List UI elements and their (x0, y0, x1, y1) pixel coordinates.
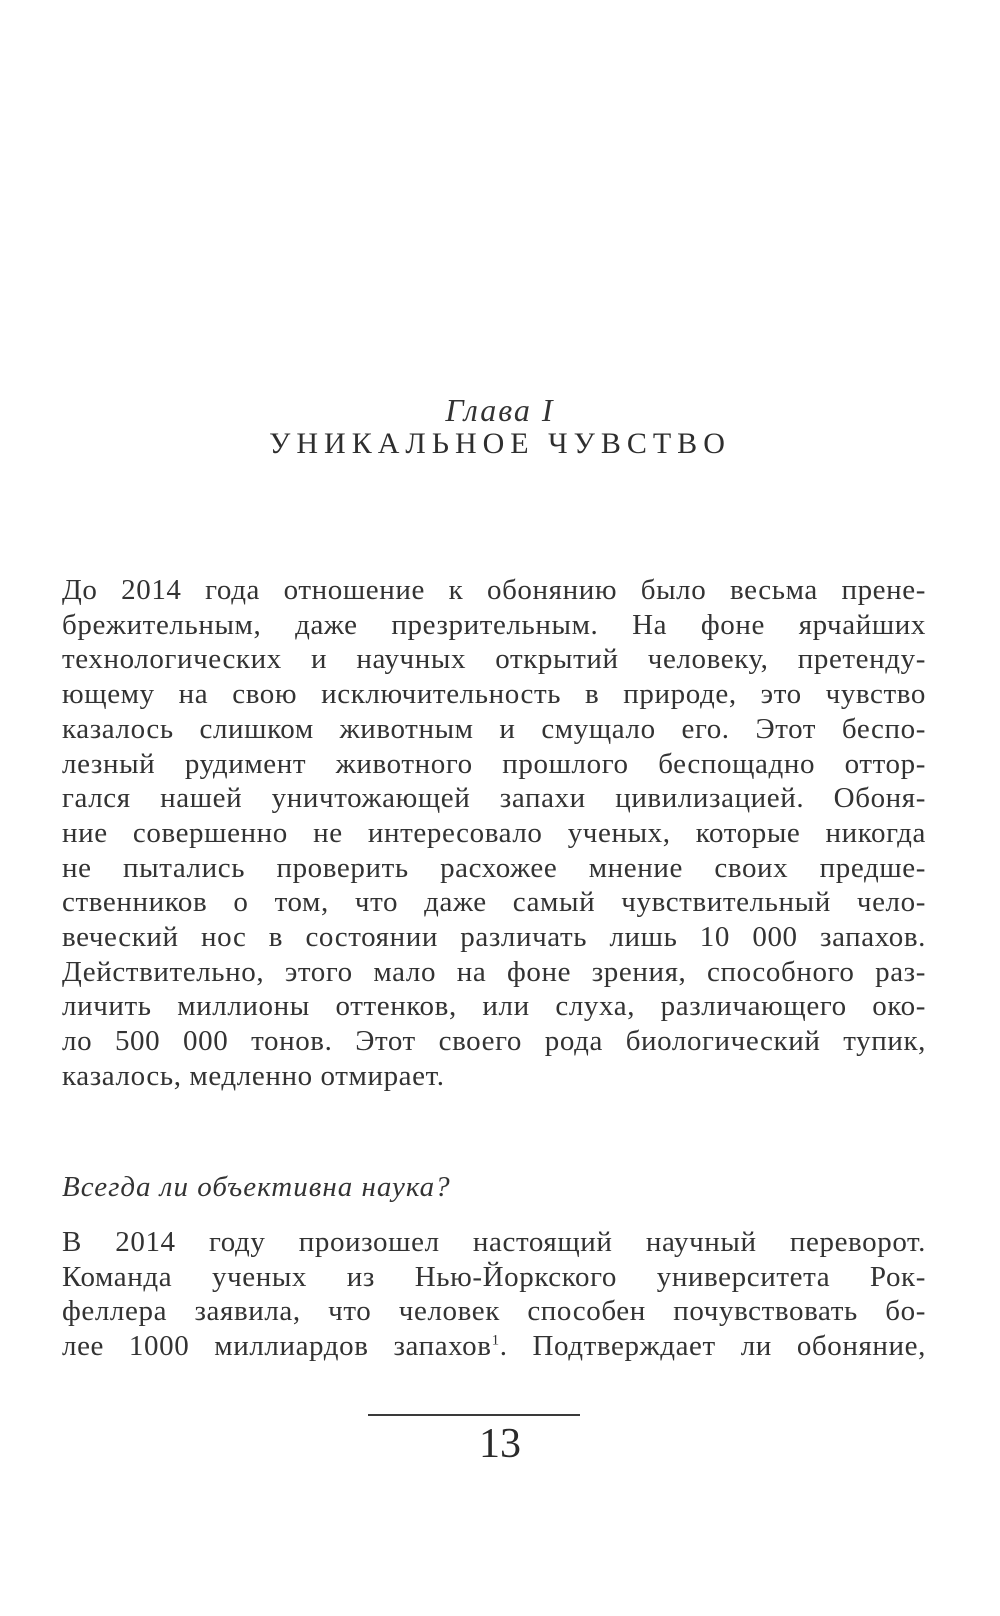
text-line: феллера заявила, что человек способен почувствовать бо- (62, 1295, 926, 1328)
text-line: лезный рудимент животного прошлого беспощадно оттор- (62, 747, 926, 780)
text-line: казалось, медленно отмирает. (62, 1059, 445, 1092)
text-line: В 2014 году произошел настоящий научный переворот. (62, 1226, 926, 1258)
text-line: не пытались проверить расхожее мнение своих предше- (62, 851, 926, 884)
text-line: казалось слишком животным и смущало его. Этот беспо- (62, 712, 926, 745)
footnote-marker[interactable]: 1 (491, 1332, 500, 1349)
text-fragment: лее 1000 миллиардов запахов (62, 1330, 492, 1363)
page-number: 13 (479, 1421, 521, 1467)
text-line: брежительным, даже презрительным. На фоне ярчайших (62, 608, 926, 641)
chapter-title: УНИКАЛЬНОЕ ЧУВСТВО (269, 427, 731, 460)
text-line: ло 500 000 тонов. Этот своего рода биологический тупик, (62, 1025, 926, 1058)
text-line: веческий нос в состоянии различать лишь 10 000 запахов. (62, 921, 926, 954)
paragraph-2 (62, 1225, 926, 1364)
text-line: ственников о том, что даже самый чувствительный чело- (62, 886, 926, 919)
text-line: До 2014 года отношение к обонянию было весьма прене- (62, 574, 926, 606)
text-line: ющему на свою исключительность в природе, это чувство (62, 678, 926, 711)
footer-divider (368, 1414, 580, 1416)
text-fragment: . Подтверждает ли обоняние, (499, 1330, 926, 1363)
chapter-label: Глава I (445, 392, 555, 428)
text-line: ние совершенно не интересовало ученых, которые никогда (62, 816, 926, 849)
text-line: гался нашей уничтожающей запахи цивилизацией. Обоня- (62, 782, 926, 815)
paragraph-1 (62, 573, 926, 1094)
text-line: технологических и научных открытий человеку, претенду- (62, 643, 926, 676)
text-line: личить миллионы оттенков, или слуха, различающего око- (62, 990, 926, 1023)
text-line: Команда ученых из Нью-Йоркского университета Рок- (62, 1260, 926, 1293)
section-subheading: Всегда ли объективна наука? (62, 1171, 451, 1203)
text-line-with-footnote (62, 1329, 926, 1364)
text-line: Действительно, этого мало на фоне зрения, способного раз- (62, 955, 926, 988)
